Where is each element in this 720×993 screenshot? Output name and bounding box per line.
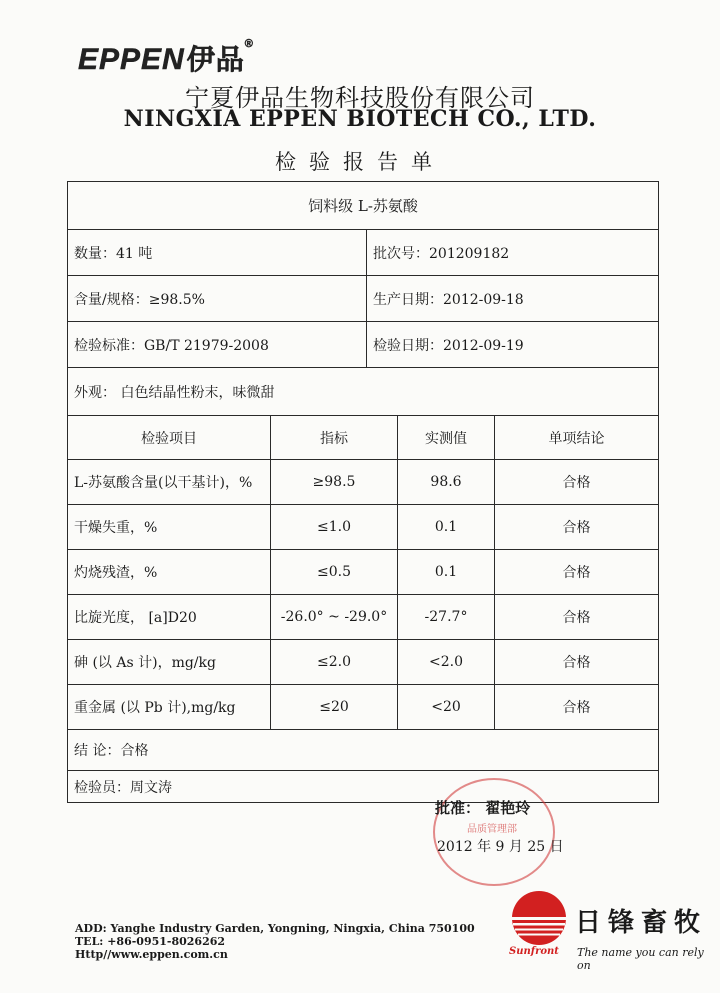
item-result: 合格 [495, 550, 659, 595]
product-name: 饲料级 L-苏氨酸 [68, 182, 659, 230]
item-result: 合格 [495, 640, 659, 685]
quantity: 数量：41 吨 [68, 230, 367, 276]
seal-text: 品质管理部 [467, 824, 517, 835]
item-measured: <2.0 [398, 640, 495, 685]
item-measured: 0.1 [398, 550, 495, 595]
col-header-spec: 指标 [271, 416, 398, 460]
conclusion-row [68, 730, 659, 771]
item-spec: ≤2.0 [271, 640, 398, 685]
conclusion: 结 论：合格 [68, 730, 659, 771]
inspection-date: 检验日期：2012-09-19 [367, 322, 659, 368]
item-result: 合格 [495, 505, 659, 550]
appearance: 外观： 白色结晶性粉末，味微甜 [68, 368, 659, 416]
company-name-en: NINGXIA EPPEN BIOTECH CO., LTD. [123, 106, 597, 132]
item-spec: -26.0° ~ -29.0° [271, 595, 398, 640]
inspector-row [68, 771, 659, 803]
col-header-item: 检验项目 [68, 416, 271, 460]
table-row [68, 550, 659, 595]
batch-number: 批次号：201209182 [367, 230, 659, 276]
footer-tel: TEL: +86-0951-8026262 [75, 935, 226, 948]
sunfront-tagline: The name you can rely on [577, 946, 704, 972]
content-spec: 含量/规格：≥98.5% [68, 276, 367, 322]
product-row [68, 182, 659, 230]
company-name-cn: 宁夏伊品生物科技股份有限公司 [185, 84, 535, 112]
production-date: 生产日期：2012-09-18 [367, 276, 659, 322]
spec-row [68, 276, 659, 322]
item-result: 合格 [495, 460, 659, 505]
item-spec: ≤20 [271, 685, 398, 730]
col-header-result: 单项结论 [495, 416, 659, 460]
quantity-row [68, 230, 659, 276]
inspection-standard: 检验标准：GB/T 21979-2008 [68, 322, 367, 368]
sunfront-sun-icon [511, 890, 567, 946]
table-row [68, 505, 659, 550]
inspection-report-table [67, 181, 659, 803]
item-spec: ≥98.5 [271, 460, 398, 505]
item-name: L-苏氨酸含量(以干基计)，% [68, 460, 271, 505]
appearance-row [68, 368, 659, 416]
approver-signature: 批准： 翟艳玲 [435, 799, 531, 817]
col-header-measured: 实测值 [398, 416, 495, 460]
item-name: 灼烧残渣，% [68, 550, 271, 595]
item-spec: ≤0.5 [271, 550, 398, 595]
footer-web: Http//www.eppen.com.cn [75, 948, 228, 961]
sunfront-name-en: Sunfront [509, 946, 559, 957]
item-measured: <20 [398, 685, 495, 730]
sunfront-name-cn: 日锋畜牧 [575, 908, 708, 938]
eppen-logo: EPPEN伊品® [78, 38, 254, 76]
document-title: 检验报告单 [275, 150, 445, 174]
table-row [68, 460, 659, 505]
inspector: 检验员：周文涛 [68, 771, 659, 803]
item-name: 砷 (以 As 计)，mg/kg [68, 640, 271, 685]
signature-date: 2012 年 9 月 25 日 [437, 839, 564, 855]
item-name: 干燥失重，% [68, 505, 271, 550]
item-measured: -27.7° [398, 595, 495, 640]
table-row [68, 685, 659, 730]
item-result: 合格 [495, 685, 659, 730]
item-name: 比旋光度， [a]D20 [68, 595, 271, 640]
standard-row [68, 322, 659, 368]
item-measured: 98.6 [398, 460, 495, 505]
item-spec: ≤1.0 [271, 505, 398, 550]
footer-address: ADD: Yanghe Industry Garden, Yongning, Ningxia, China 750100 [75, 922, 475, 935]
item-name: 重金属 (以 Pb 计),mg/kg [68, 685, 271, 730]
table-row [68, 595, 659, 640]
table-row [68, 640, 659, 685]
item-result: 合格 [495, 595, 659, 640]
table-header [68, 416, 659, 460]
item-measured: 0.1 [398, 505, 495, 550]
